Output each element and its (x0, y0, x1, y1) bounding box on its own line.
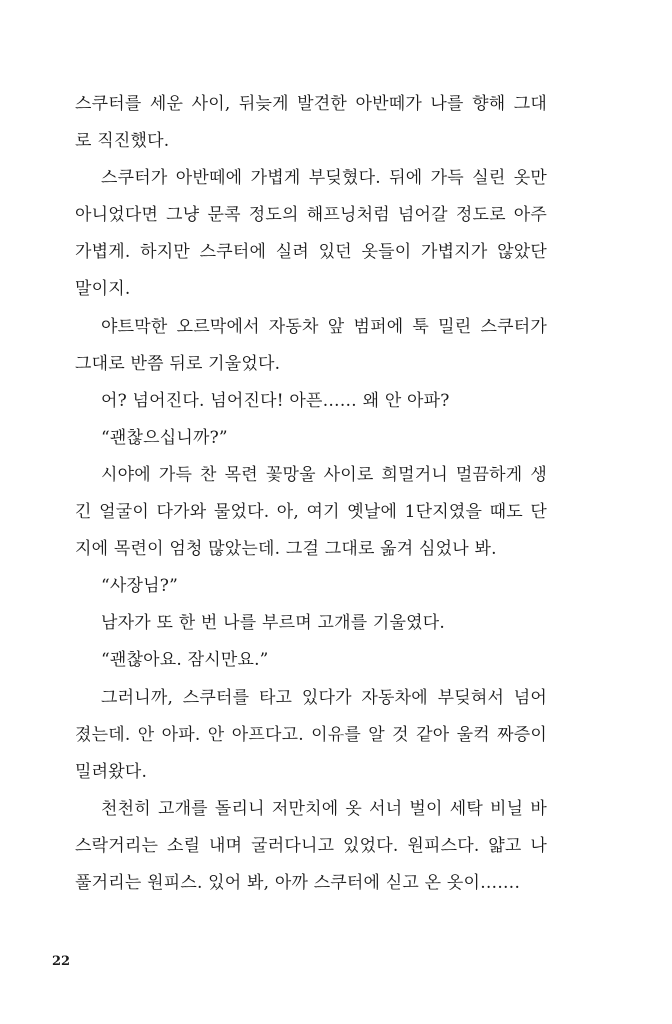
dialogue-line: “괜찮으십니까?” (101, 427, 228, 448)
text-line: 천천히 고개를 돌리니 저만치에 옷 서너 벌이 세탁 비닐 바 (101, 798, 547, 819)
text-line: 아니었다면 그냥 문콕 정도의 해프닝처럼 넘어갈 정도로 아주 (75, 205, 547, 226)
dialogue-line: “괜찮아요. 잠시만요.” (101, 650, 269, 671)
text-line: 풀거리는 원피스. 있어 봐, 아까 스쿠터에 싣고 온 옷이……. (75, 872, 521, 893)
text-line: 시야에 가득 찬 목련 꽃망울 사이로 희멀거니 멀끔하게 생 (101, 464, 547, 485)
text-line: 스쿠터를 세운 사이, 뒤늦게 발견한 아반떼가 나를 향해 그대 (75, 94, 547, 114)
text-line: 지에 목련이 엄청 많았는데. 그걸 그대로 옮겨 심었나 봐. (75, 539, 497, 560)
text-line: 긴 얼굴이 다가와 물었다. 아, 여기 옛날에 1단지였을 때도 단 (75, 502, 547, 523)
body-text (75, 86, 547, 902)
text-line: 로 직진했다. (75, 131, 170, 152)
text-line: 그대로 반쯤 뒤로 기울었다. (75, 353, 281, 374)
text-line: 졌는데. 안 아파. 안 아프다고. 이유를 알 것 같아 울컥 짜증이 (75, 724, 547, 745)
text-line: 스쿠터가 아반떼에 가볍게 부딪혔다. 뒤에 가득 실린 옷만 (101, 168, 547, 189)
text-line: 말이지. (75, 279, 131, 300)
dialogue-line: “사장님?” (101, 576, 178, 597)
page-number: 22 (52, 954, 71, 969)
text-line: 그러니까, 스쿠터를 타고 있다가 자동차에 부딪혀서 넘어 (101, 687, 547, 708)
text-line: 야트막한 오르막에서 자동차 앞 범퍼에 툭 밀린 스쿠터가 (101, 316, 547, 337)
text-line: 가볍게. 하지만 스쿠터에 실려 있던 옷들이 가볍지가 않았단 (75, 242, 547, 263)
text-line: 밀려왔다. (75, 761, 148, 782)
text-line: 남자가 또 한 번 나를 부르며 고개를 기울였다. (101, 613, 446, 634)
text-line: 어? 넘어진다. 넘어진다! 아픈…… 왜 안 아파? (101, 390, 450, 411)
text-line: 스락거리는 소릴 내며 굴러다니고 있었다. 원피스다. 얇고 나 (75, 835, 547, 856)
